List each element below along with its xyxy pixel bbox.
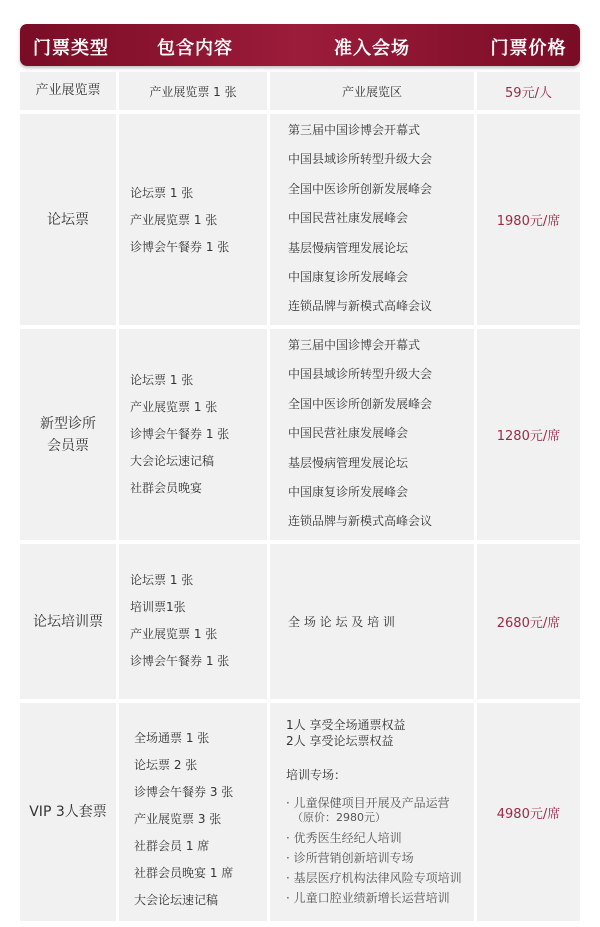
row5-include-item: 诊博会午餐券 3 张	[134, 785, 234, 799]
row5-include-item: 全场通票 1 张	[134, 731, 210, 745]
row3-include-item: 大会论坛速记稿	[130, 454, 215, 468]
row1-price: 59元/人	[477, 72, 580, 110]
vip-training-title: 培训专场：	[286, 768, 347, 782]
header-venue: 准入会场	[334, 38, 410, 59]
row2-venues	[270, 114, 474, 325]
header-price: 门票价格	[490, 38, 567, 59]
venue-item: 全国中医诊所创新发展峰会	[288, 396, 433, 411]
row3-venues	[270, 329, 474, 540]
row2-include-item: 产业展览票 1 张	[130, 213, 218, 227]
row1-includes	[119, 72, 267, 110]
venue-item: 中国民营社康发展峰会	[288, 426, 409, 441]
venue-item: 第三届中国诊博会开幕式	[288, 338, 421, 352]
row4-include-item: 产业展览票 1 张	[130, 627, 218, 641]
row5-venue	[270, 703, 474, 921]
row2-include-item: 论坛票 1 张	[130, 186, 194, 200]
row5-include-item: 大会论坛速记稿	[134, 893, 219, 907]
venue-item: 中国民营社康发展峰会	[288, 211, 409, 226]
row3-includes	[119, 329, 267, 540]
row4-venue-text: 全 场 论 坛 及 培 训	[288, 615, 395, 629]
vip-training-item: · 儿童保健项目开展及产品运营	[286, 796, 450, 810]
row5-includes	[119, 703, 267, 921]
venue-item: 第三届中国诊博会开幕式	[288, 123, 421, 137]
row2-includes	[119, 114, 267, 325]
row4-include-item: 论坛票 1 张	[130, 573, 194, 587]
row4-price: 2680元/席	[477, 544, 580, 699]
row1-include-item: 产业展览票 1 张	[149, 84, 237, 99]
row5-include-item: 产业展览票 3 张	[134, 812, 222, 826]
vip-training-item: · 优秀医生经纪人培训	[286, 831, 402, 845]
table-header	[20, 24, 580, 66]
row5-include-item: 社群会员晚宴 1 席	[134, 866, 234, 880]
row5-type: VIP 3人套票	[20, 703, 116, 921]
row3-type	[20, 329, 116, 540]
venue-item: 连锁品牌与新模式高峰会议	[288, 514, 433, 529]
header-includes: 包含内容	[157, 38, 233, 59]
row4-type: 论坛培训票	[20, 544, 116, 699]
row3-include-item: 诊博会午餐券 1 张	[130, 427, 230, 441]
venue-item: 基层慢病管理发展论坛	[288, 240, 409, 255]
row4-venue	[270, 544, 474, 699]
venue-item: 连锁品牌与新模式高峰会议	[288, 299, 433, 314]
row5-price: 4980元/席	[477, 703, 580, 921]
row3-include-item: 产业展览票 1 张	[130, 400, 218, 414]
row4-includes	[119, 544, 267, 699]
venue-item: 基层慢病管理发展论坛	[288, 455, 409, 470]
row1-type: 产业展览票	[20, 72, 116, 110]
row2-include-item: 诊博会午餐券 1 张	[130, 240, 230, 254]
venue-item: 中国县域诊所转型升级大会	[288, 152, 433, 167]
row3-type-line: 新型诊所	[40, 415, 96, 432]
vip-training-item: · 基层医疗机构法律风险专项培训	[286, 871, 462, 885]
row3-include-item: 社群会员晚宴	[130, 481, 203, 495]
vip-benefit-line: 2人 享受论坛票权益	[286, 734, 394, 748]
vip-training-note: （原价：2980元）	[292, 811, 386, 824]
row2-price: 1980元/席	[477, 114, 580, 325]
vip-benefit-line: 1人 享受全场通票权益	[286, 718, 406, 732]
vip-training-item: · 诊所营销创新培训专场	[286, 851, 414, 865]
venue-item: 中国康复诊所发展峰会	[288, 270, 409, 285]
row5-include-item: 论坛票 2 张	[134, 758, 198, 772]
venue-item: 全国中医诊所创新发展峰会	[288, 181, 433, 196]
row3-include-item: 论坛票 1 张	[130, 373, 194, 387]
row3-price: 1280元/席	[477, 329, 580, 540]
vip-training-item: · 儿童口腔业绩新增长运营培训	[286, 891, 450, 905]
row3-type-line: 会员票	[47, 437, 89, 454]
venue-item: 中国县域诊所转型升级大会	[288, 367, 433, 382]
header-ticket-type: 门票类型	[33, 38, 109, 59]
row4-include-item: 诊博会午餐券 1 张	[130, 654, 230, 668]
row1-venue: 产业展览区	[270, 72, 474, 110]
row4-include-item: 培训票1张	[130, 600, 186, 614]
row2-type: 论坛票	[20, 114, 116, 325]
venue-item: 中国康复诊所发展峰会	[288, 485, 409, 500]
row5-include-item: 社群会员 1 席	[134, 839, 210, 853]
